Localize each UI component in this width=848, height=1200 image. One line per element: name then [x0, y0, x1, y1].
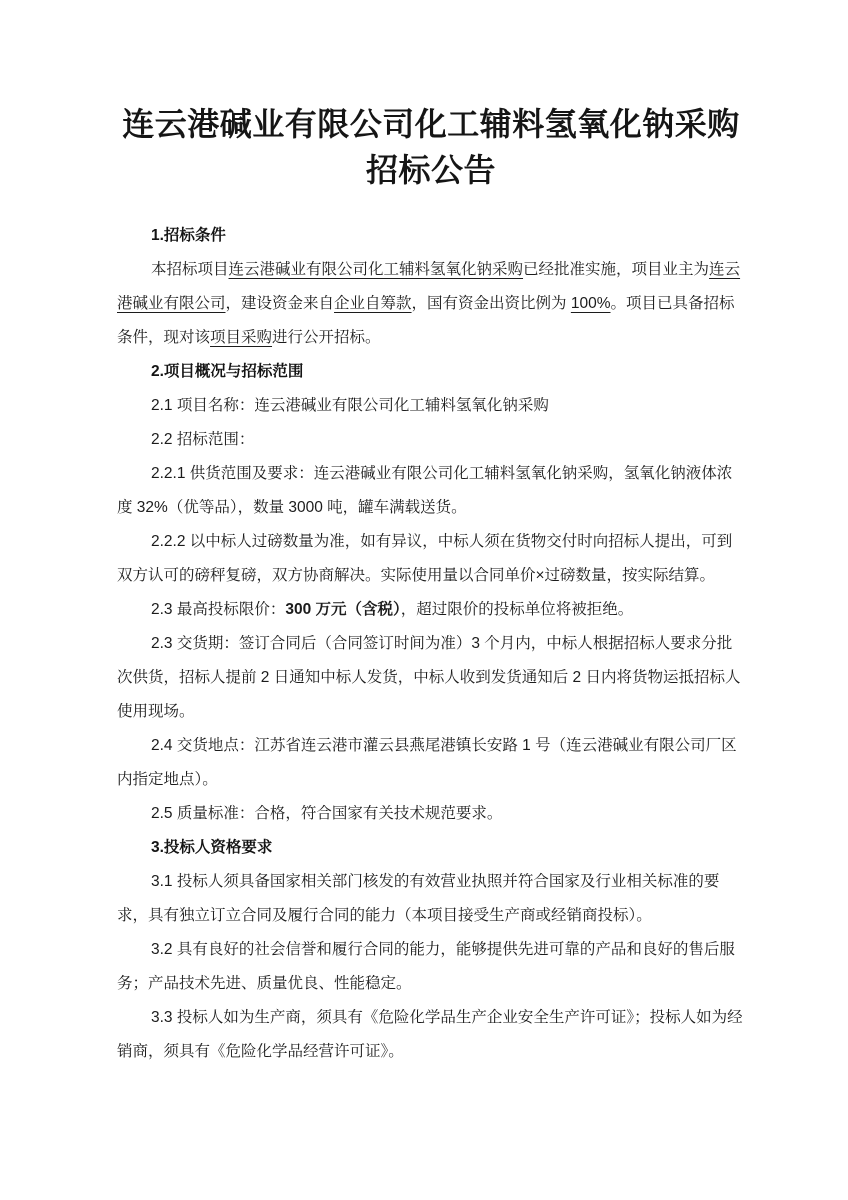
text-run: 已经批准实施，项目业主为	[523, 261, 710, 278]
text-run: 2.2 招标范围：	[151, 431, 255, 448]
paragraph	[117, 627, 747, 729]
text-run: 1.招标条件	[151, 227, 226, 244]
document-title	[114, 0, 748, 193]
text-run: 2.3 最高投标限价：	[151, 601, 286, 618]
underlined-text: 项目采购	[210, 329, 273, 346]
paragraph	[117, 593, 747, 627]
document-body	[117, 219, 747, 1069]
paragraph	[117, 933, 747, 1001]
text-run: 2.2.2 以中标人过磅数量为准，如有异议，中标人须在货物交付时向招标人提出，可到双方认可的磅秤复磅，双方协商解决。实际使用量以合同单价×过磅数量，按实际结算。	[117, 533, 733, 584]
underlined-text: 连云港碱业有限公司化工辅料氢氧化钠采购	[228, 261, 524, 278]
text-run: ，建设资金来自	[225, 295, 335, 312]
text-run: 2.2.1 供货范围及要求：连云港碱业有限公司化工辅料氢氧化钠采购，氢氧化钠液体浓度 32%（优等品），数量 3000 吨，罐车满载送货。	[117, 465, 733, 516]
paragraph	[117, 797, 747, 831]
text-run: 进行公开招标。	[272, 329, 381, 346]
paragraph	[117, 253, 747, 355]
text-run: 2.1 项目名称：连云港碱业有限公司化工辅料氢氧化钠采购	[151, 397, 549, 414]
document-title-line1: 连云港碱业有限公司化工辅料氢氧化钠采购	[122, 106, 740, 142]
section-heading	[117, 355, 747, 389]
paragraph	[117, 525, 747, 593]
text-run: 本招标项目	[151, 261, 229, 278]
text-run: 2.项目概况与招标范围	[151, 363, 304, 380]
paragraph	[117, 457, 747, 525]
section-heading	[117, 219, 747, 253]
text-run: 3.3 投标人如为生产商，须具有《危险化学品生产企业安全生产许可证》；投标人如为经销商，须具有《危险化学品经营许可证》。	[117, 1009, 743, 1060]
section-heading	[117, 831, 747, 865]
paragraph	[117, 1001, 747, 1069]
underlined-text: 100%	[570, 295, 611, 312]
text-run: 2.4 交货地点：江苏省连云港市灌云县燕尾港镇长安路 1 号（连云港碱业有限公司厂区内指定地点）。	[117, 737, 737, 788]
paragraph	[117, 423, 747, 457]
bold-text: 300 万元（含税）	[285, 601, 401, 618]
paragraph	[117, 389, 747, 423]
underlined-text: 企业自筹款	[334, 295, 412, 312]
text-run: 3.2 具有良好的社会信誉和履行合同的能力，能够提供先进可靠的产品和良好的售后服务；产品技术先进、质量优良、性能稳定。	[117, 941, 735, 992]
text-run: ，国有资金出资比例为	[411, 295, 571, 312]
document-title-line2: 招标公告	[365, 152, 496, 188]
text-run: ，超过限价的投标单位将被拒绝。	[400, 601, 634, 618]
text-run: 3.投标人资格要求	[151, 839, 273, 856]
text-run: 2.5 质量标准：合格，符合国家有关技术规范要求。	[151, 805, 503, 822]
paragraph	[117, 865, 747, 933]
text-run: 3.1 投标人须具备国家相关部门核发的有效营业执照并符合国家及行业相关标准的要求，具有独立订立合同及履行合同的能力（本项目接受生产商或经销商投标）。	[117, 873, 720, 924]
text-run: 。项目已具备招标条件，现对该	[117, 295, 735, 346]
underlined-text: 连云港碱业有限公司	[117, 261, 741, 312]
paragraph	[117, 729, 747, 797]
text-run: 2.3 交货期：签订合同后（合同签订时间为准）3 个月内，中标人根据招标人要求分批次供货，招标人提前 2 日通知中标人发货，中标人收到发货通知后 2 日内将货物运抵招标人使用现场。	[117, 635, 741, 720]
